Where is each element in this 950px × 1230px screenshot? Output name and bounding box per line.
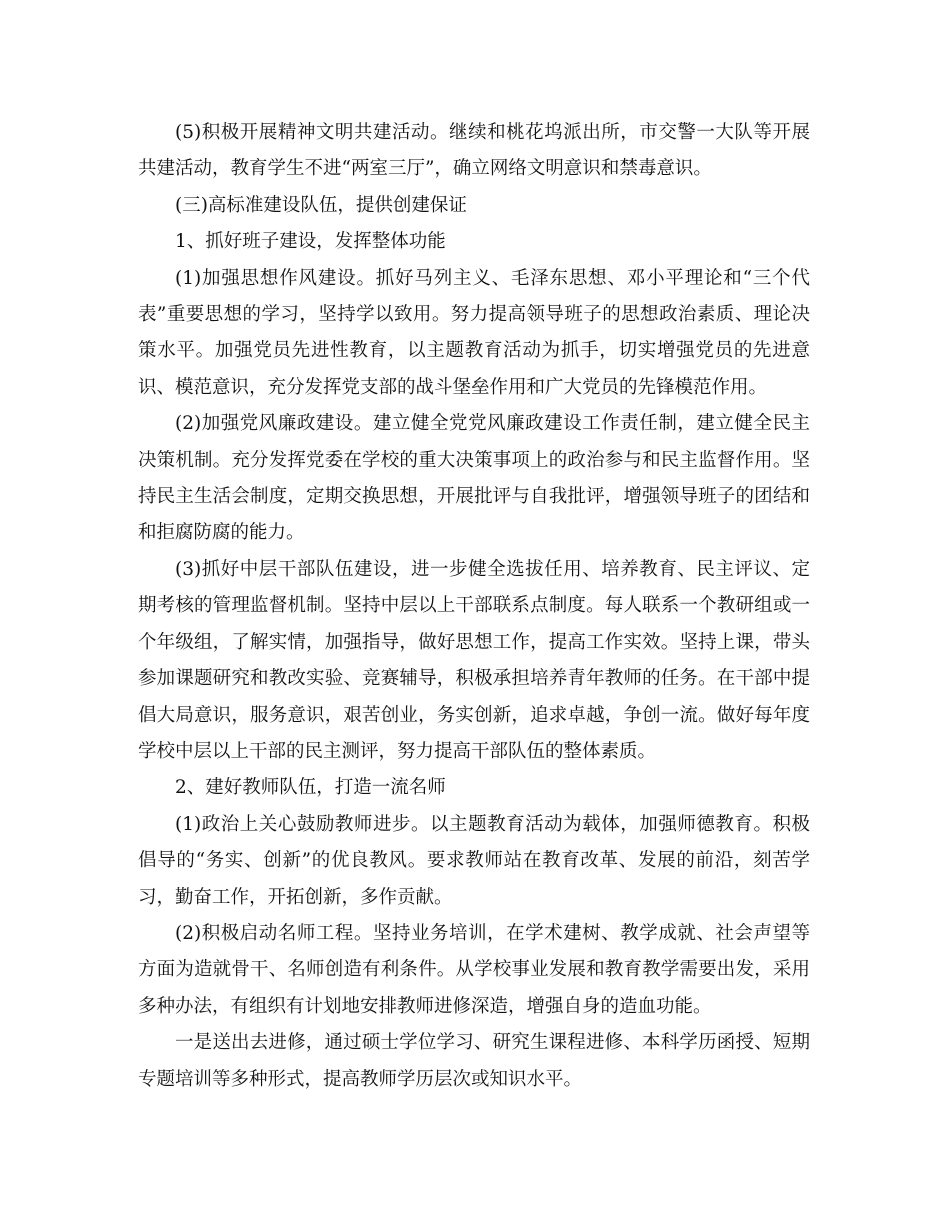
heading-team-building: (三)高标准建设队伍，提供创建保证: [175, 194, 467, 216]
heading-leadership-team: 1、抓好班子建设，发挥整体功能: [175, 231, 446, 253]
paragraph-ideological-style: (1)加强思想作风建设。抓好马列主义、毛泽东思想、邓小平理论和“三个代表”重要思想的学习，坚持学以致用。努力提高领导班子的思想政治素质、理论决策水平。加强党员先进性教育，以主题教育活动为抓手，切实增强党员的先进意识、模范意识，充分发挥党支部的战斗堡垒作用和广大党员的先锋模范作用。: [138, 267, 810, 398]
heading-teacher-team: 2、建好教师队伍，打造一流名师: [175, 777, 446, 799]
paragraph-famous-teacher-project: (2)积极启动名师工程。坚持业务培训，在学术建树、教学成就、社会声望等方面为造就骨干、名师创造有利条件。从学校事业发展和教育教学需要出发，采用多种办法，有组织有计划地安排教师进修深造，增强自身的造血功能。: [138, 922, 810, 1017]
document-body: [138, 115, 810, 1098]
paragraph-middle-cadres: (3)抓好中层干部队伍建设，进一步健全选拔任用、培养教育、民主评议、定期考核的管理监督机制。坚持中层以上干部联系点制度。每人联系一个教研组或一个年级组，了解实情，加强指导，做好思想工作，提高工作实效。坚持上课，带头参加课题研究和教改实验、竞赛辅导，积极承担培养青年教师的任务。在干部中提倡大局意识，服务意识，艰苦创业，务实创新，追求卓越，争创一流。做好每年度学校中层以上干部的民主测评，努力提高干部队伍的整体素质。: [138, 558, 810, 762]
paragraph-political-care: (1)政治上关心鼓励教师进步。以主题教育活动为载体，加强师德教育。积极倡导的“务实、创新”的优良教风。要求教师站在教育改革、发展的前沿，刻苦学习，勤奋工作，开拓创新，多作贡献。: [138, 813, 810, 908]
paragraph-party-integrity: (2)加强党风廉政建设。建立健全党党风廉政建设工作责任制，建立健全民主决策机制。充分发挥党委在学校的重大决策事项上的政治参与和民主监督作用。坚持民主生活会制度，定期交换思想，开展批评与自我批评，增强领导班子的团结和和拒腐防腐的能力。: [138, 413, 810, 544]
paragraph-further-study: 一是送出去进修，通过硕士学位学习、研究生课程进修、本科学历函授、短期专题培训等多种形式，提高教师学历层次或知识水平。: [138, 1032, 810, 1090]
paragraph-civilization-activities: (5)积极开展精神文明共建活动。继续和桃花坞派出所，市交警一大队等开展共建活动，教育学生不进“两室三厅”，确立网络文明意识和禁毒意识。: [138, 122, 810, 180]
